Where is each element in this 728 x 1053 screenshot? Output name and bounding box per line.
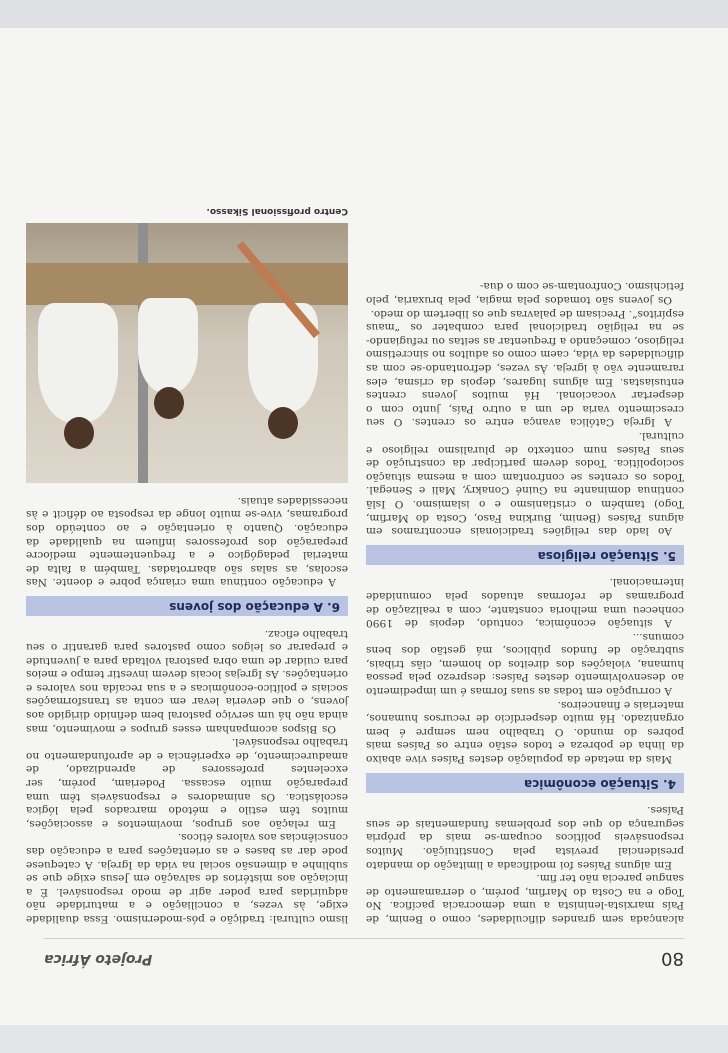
paragraph: Em alguns Países foi modificada a limitação do mandato presidencial prevista pela Constituição. Muitos responsáveis políticos ocupam-se mais da própria segurança do que dos problemas fundamentais de seus Países. xyxy=(366,804,684,871)
paragraph: alcançada sem grandes dificuldades, como o Benim, de País marxista-leninista a uma democracia pacífica. No Togo e na Costa do Marfim, porém, o derramamento de sangue parecia não ter fim. xyxy=(366,872,684,925)
running-head: Projeto África xyxy=(44,951,153,967)
photo-caption: Centro profissional Sikasso. xyxy=(206,206,348,217)
page-header xyxy=(44,938,684,969)
photo-person-head xyxy=(64,417,94,449)
section-heading-economic: 4. Situação econômica xyxy=(366,773,684,793)
paragraph: Os jovens são tomados pela magia, pela bruxaria, pelo fetichismo. Confrontam-se com o dua- xyxy=(366,280,684,307)
paragraph: A Igreja Católica avança entre os crentes. O seu crescimento varia de um a outro País, junto com o despertar vocacional. Há muitos jovens crentes entusiastas. Em alguns lugares, depois da crisma, eles raramente vão à igreja. Às vezes, defrontando-se com as dificuldades da vida, caem como os adultos no sincretismo religioso, começando a frequentar as seitas ou refugiando-se na religião tradicional para combater os “maus espíritos”. Precisam de palavras que os libertem do medo. xyxy=(366,307,684,429)
photo-person-head xyxy=(268,407,298,439)
section-heading-education: 6. A educação dos jovens xyxy=(26,596,348,616)
page-edge-bottom xyxy=(0,0,728,28)
section-heading-religious: 5. Situação religiosa xyxy=(366,545,684,565)
photo-person xyxy=(38,303,118,423)
page-number: 80 xyxy=(661,948,684,969)
paragraph: A situação econômica, contudo, depois de 1990 conheceu uma melhoria constante, com a realização de programas de reformas atuados pela comunidade internacional. xyxy=(366,576,684,630)
paragraph: Em relação aos grupos, movimentos e associações, muitos têm estilo e método marcados pela lógica escolástica. Os animadores e responsáveis têm uma preparação muito escassa. Poderiam, porém, ser excelentes professores de aprendizado, de amadurecimento, de experiência e de aprofundamento no trabalho responsável. xyxy=(26,736,348,830)
left-column xyxy=(366,279,684,925)
paragraph: A educação continua uma criança pobre e doente. Nas escolas, as salas são abarrotadas. Também a falta de material pedagógico e a frequentemente medíocre preparação dos professores influem na qualidade da educação. Quanto à orientação e ao conteúdo dos programas, vive-se muito longe da resposta ao déficit e às necessidades atuais. xyxy=(26,494,348,589)
right-column xyxy=(26,194,348,925)
paragraph: Ao lado das religiões tradicionais encontramos em alguns Países (Benim, Burkina Faso, Costa do Marfim, Togo) também o cristianismo e o islamismo. O Islã continua dominante na Guiné Conakry, Mali e Senegal. Todos os crentes se confrontam com a mesma situação sociopolítica. Todos devem participar da construção de seus Países num contexto de pluralismo religioso e cultural. xyxy=(366,430,684,538)
page-edge-top xyxy=(0,1025,728,1053)
paragraph: Mais da metade da população destes Países vive abaixo da linha de pobreza e todos estão entre os Países mais pobres do mundo. O trabalho nem sempre é bem organizado. Há muito desperdício de recursos humanos, materiais e financeiros. xyxy=(366,698,684,766)
paragraph: Os Bispos acompanham esses grupos e movimento, mas ainda não há um serviço pastoral bem definido dirigido aos jovens, o que deveria levar em conta as transformações sociais e político-econômicas e a sua recaída nos valores e orientações. As Igrejas locais devem investir tempo e meios para cuidar de uma obra pastoral voltada para a juventude e preparar os leigos como pastores para garantir o seu trabalho eficaz. xyxy=(26,627,348,735)
photo-person-head xyxy=(154,387,184,419)
photo-vocational-center xyxy=(26,223,348,483)
paragraph: A corrupção em todas as suas formas é um impedimento ao desenvolvimento destes Países: desprezo pela pessoa humana, violações dos direitos do homem, clãs tribais, subtração de fundos públicos, má gestão dos bens comuns... xyxy=(366,630,684,698)
paragraph: lismo cultural: tradição e pós-modernismo. Essa dualidade exige, às vezes, a conciliação e a maturidade não adquiridas para poder agir de modo responsável. É a iniciação aos mistérios de salvação em Jesus exige que se sublinhe a dimensão social na vida da Igreja. A catequese pode dar as bases e as orientações para a educação das consciências aos valores éticos. xyxy=(26,831,348,925)
photo-person xyxy=(138,298,198,393)
